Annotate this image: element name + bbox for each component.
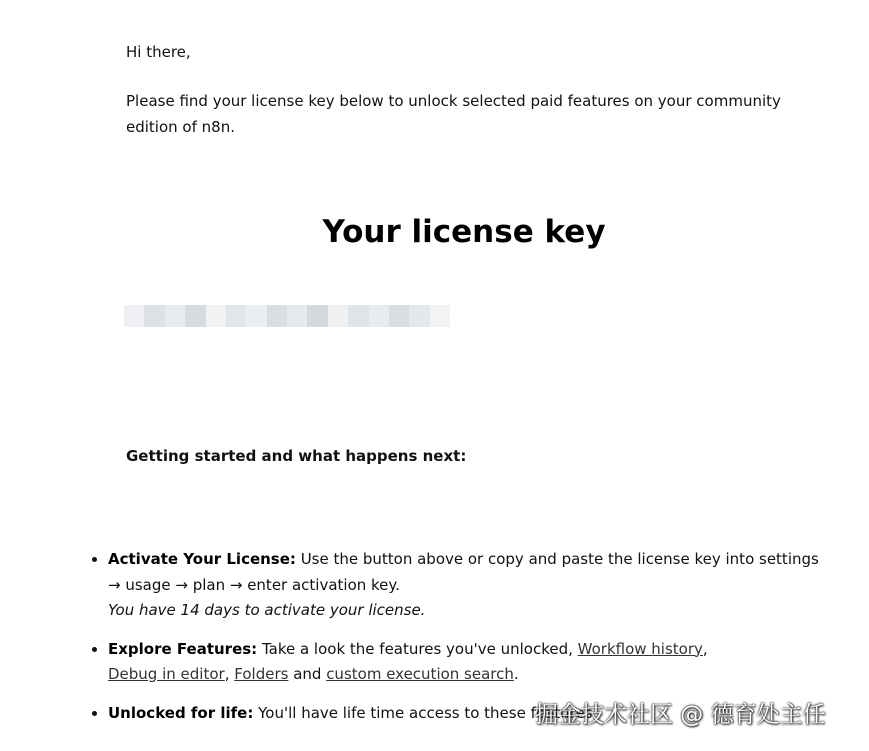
step-title: Activate Your License: (108, 550, 296, 568)
separator: , (224, 665, 230, 683)
key-blur-block (267, 305, 287, 327)
separator: , (702, 639, 708, 658)
intro-paragraph: Please find your license key below to unlock selected paid features on your community edition of n8n. (126, 92, 781, 136)
key-blur-block (348, 305, 368, 327)
key-blur-block (287, 305, 307, 327)
activation-note: You have 14 days to activate your license. (108, 601, 426, 619)
step-text: Take a look the features you've unlocked, (257, 639, 578, 658)
key-blur-block (165, 305, 185, 327)
step-title: Unlocked for life: (108, 703, 254, 722)
key-blur-block (328, 305, 348, 327)
key-blur-block (409, 305, 429, 327)
key-blur-block (307, 305, 327, 327)
key-blur-block (206, 305, 226, 327)
license-key-value-blurred[interactable] (124, 305, 450, 327)
custom-execution-search-link[interactable]: custom execution search (326, 665, 514, 683)
key-blur-block (124, 305, 144, 327)
getting-started-heading: Getting started and what happens next: (126, 447, 467, 465)
debug-in-editor-link[interactable]: Debug in editor (108, 665, 225, 683)
separator: . (513, 665, 519, 683)
folders-link[interactable]: Folders (234, 665, 289, 683)
step-title: Explore Features: (108, 639, 258, 658)
key-blur-block (246, 305, 266, 327)
step-text: Use the button above or copy and paste the license key into settings → usage → plan → enter activation key. (108, 550, 819, 594)
key-blur-block (369, 305, 389, 327)
step-text: You'll have life time access to these features (253, 703, 593, 722)
key-blur-block (144, 305, 164, 327)
greeting-text: Hi there, (126, 43, 191, 61)
key-blur-block (389, 305, 409, 327)
workflow-history-link[interactable]: Workflow history (577, 639, 703, 658)
list-item-explore (108, 637, 828, 688)
separator: and (288, 665, 327, 683)
key-blur-block (185, 305, 205, 327)
license-key-title: Your license key (322, 214, 606, 250)
key-blur-block (226, 305, 246, 327)
key-blur-block (430, 305, 450, 327)
watermark-text: 掘金技术社区 @ 德育处主任 (535, 702, 826, 728)
list-item-activate (108, 547, 828, 624)
